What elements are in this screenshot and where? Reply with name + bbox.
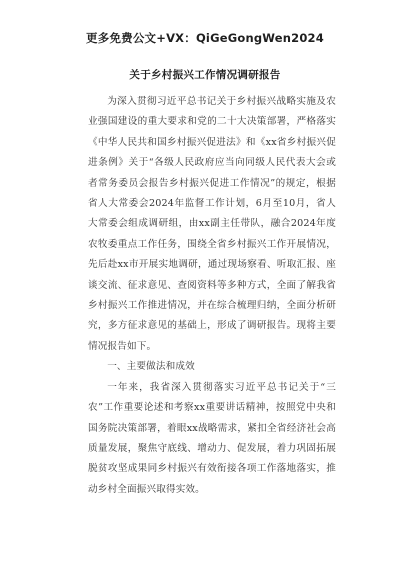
section-paragraph: 一年来，我省深入贯彻落实习近平总书记关于“三农”工作重要论述和考察xx重要讲话精神，按照党中央和国务院决策部署，着眼xx战略需求，紧扣全省经济社会高质量发展，聚焦守底线、增动力、促发展，着力巩固拓展脱贫攻坚成果同乡村振兴有效衔接各项工作落地落实，推动乡村全面振兴取得实效。 [88,381,336,495]
section-heading: 一、主要做法和成效 [107,361,195,373]
document-body [88,92,336,500]
document-title: 关于乡村振兴工作情况调研报告 [129,69,281,81]
intro-paragraph: 为深入贯彻习近平总书记关于乡村振兴战略实施及农业强国建设的重大要求和党的二十大决策部署，严格落实《中华人民共和国乡村振兴促进法》和《xx省乡村振兴促进条例》关于“各级人民政府应当向同级人民代表大会或者常务委员会报告乡村振兴促进工作情况”的规定，根据省人大常委会2024年监督工作计划，6月至10月，省人大常委会组成调研组，由xx副主任带队，融合2024年度农牧委重点工作任务，围绕全省乡村振兴工作开展情况，先后赴xx市开展实地调研，通过现场察看、听取汇报、座谈交流、征求意见、查阅资料等多种方式，全面了解我省乡村振兴工作推进情况，并在综合梳理归纳，全面分析研究，多方征求意见的基础上，形成了调研报告。现将主要情况报告如下。 [88,96,336,352]
page-header: 更多免费公文+VX：QiGeGongWen2024 [86,31,324,45]
